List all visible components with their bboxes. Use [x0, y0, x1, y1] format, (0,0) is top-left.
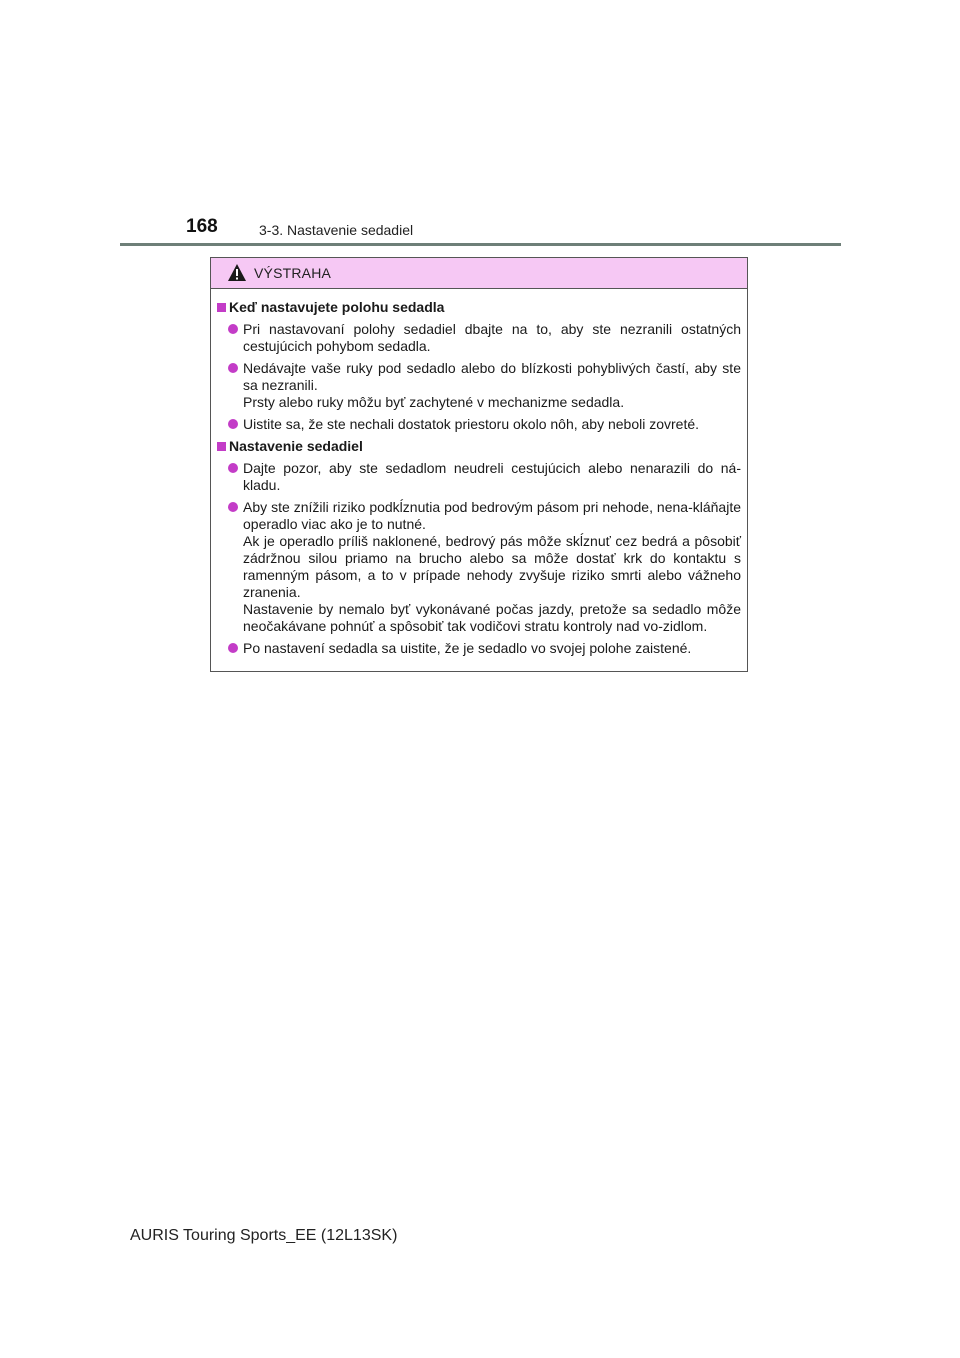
list-item-text: Uistite sa, že ste nechali dostatok priestoru okolo nôh, aby neboli zovreté.	[243, 416, 700, 432]
warning-triangle-icon	[227, 263, 247, 282]
header-rule	[120, 243, 841, 246]
list-item	[216, 416, 741, 433]
group-heading	[216, 299, 741, 316]
square-marker-icon	[217, 442, 226, 451]
warning-body	[211, 289, 747, 657]
list-item-text: Dajte pozor, aby ste sedadlom neudreli cestujúcich alebo nenarazili do ná-kladu.	[243, 460, 741, 493]
list-item-text: Aby ste znížili riziko podkĺznutia pod bedrovým pásom pri nehode, nena-kláňajte operadlo viac ako je to nutné. Ak je operadlo príliš naklonené, bedrový pás môže skĺznuť cez bedrá a pôsobiť zádržnou silou priamo na brucho alebo sa môže dostať krk do kontaktu s ramenným pásom, a to v prípade nehody zvyšuje riziko smrti alebo vážneho zranenia. Nastavenie by nemalo byť vykonávané počas jazdy, pretože sa sedadlo môže neočakávane pohnúť a spôsobiť tak vodičovi stratu kontroly nad vo-zidlom.	[243, 499, 741, 634]
warning-header	[211, 258, 747, 289]
page-number: 168	[186, 216, 218, 237]
group-heading	[216, 438, 741, 455]
list-item	[216, 640, 741, 657]
square-marker-icon	[217, 303, 226, 312]
list-item	[216, 360, 741, 411]
bullet-dot-icon	[228, 502, 238, 512]
footer-model-text: AURIS Touring Sports_EE (12L13SK)	[130, 1227, 398, 1244]
list-item-text: Po nastavení sedadla sa uistite, že je sedadlo vo svojej polohe zaistené.	[243, 640, 692, 656]
list-item-text: Nedávajte vaše ruky pod sedadlo alebo do blízkosti pohyblivých častí, aby ste sa nezranili. Prsty alebo ruky môžu byť zachytené v mechanizme sedadla.	[243, 360, 741, 410]
group-heading-text: Nastavenie sedadiel	[229, 438, 363, 454]
bullet-dot-icon	[228, 643, 238, 653]
list-item	[216, 499, 741, 635]
warning-box	[210, 257, 748, 672]
section-title: 3-3. Nastavenie sedadiel	[259, 222, 414, 238]
list-item-text: Pri nastavovaní polohy sedadiel dbajte na to, aby ste nezranili ostatných cestujúcich pohybom sedadla.	[243, 321, 741, 354]
group-heading-text: Keď nastavujete polohu sedadla	[229, 299, 445, 315]
bullet-dot-icon	[228, 463, 238, 473]
warning-title: VÝSTRAHA	[254, 265, 332, 281]
list-item	[216, 460, 741, 494]
bullet-dot-icon	[228, 324, 238, 334]
bullet-dot-icon	[228, 363, 238, 373]
list-item	[216, 321, 741, 355]
bullet-dot-icon	[228, 419, 238, 429]
